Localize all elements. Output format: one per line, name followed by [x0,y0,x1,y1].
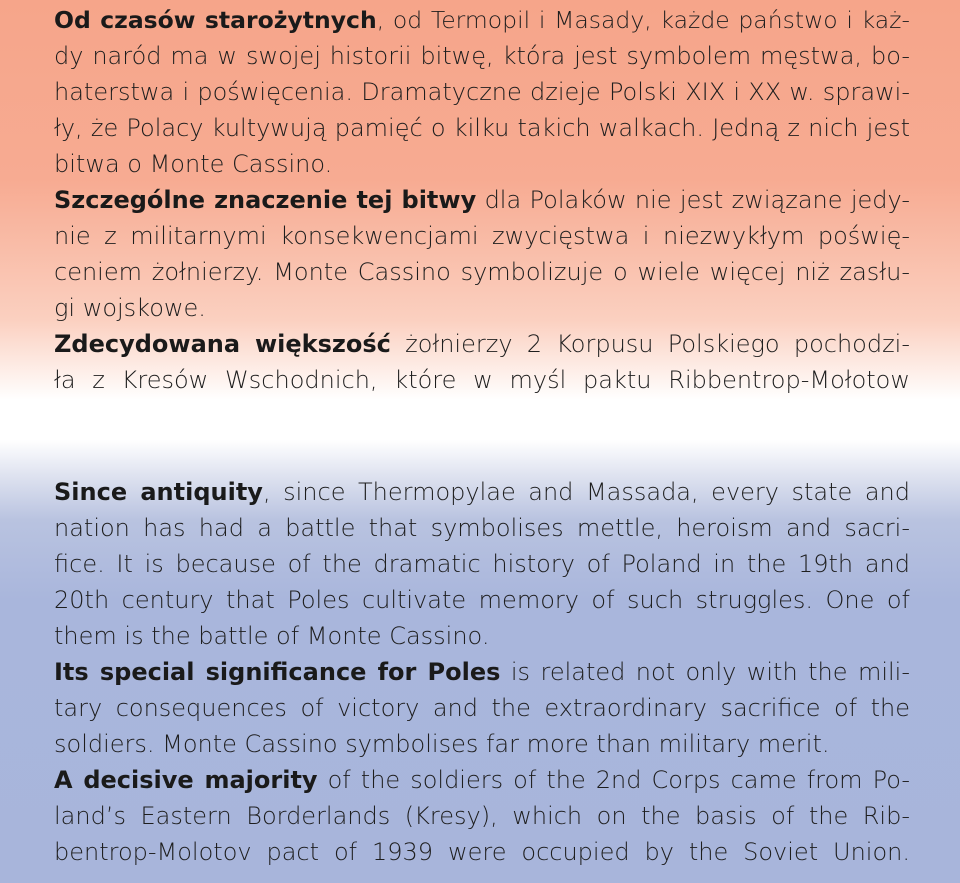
text-line: nation has had a battle that symbolises mettle, heroism and sacri- [54,514,910,542]
lead-phrase: Szczególne znaczenie tej bitwy [54,186,477,214]
text-line: dy naród ma w swojej historii bitwę, która jest symbolem męstwa, bo- [54,42,910,70]
lead-phrase: Zdecydowana większość [54,330,391,358]
text-line: A decisive majority of the soldiers of the 2nd Corps came from Po- [54,766,910,794]
english-text-block [54,474,910,870]
text-line: nie z militarnymi konsekwencjami zwycięstwa i niezwykłym poświę- [54,222,910,250]
text-line: them is the battle of Monte Cassino. [54,622,490,650]
text-line: fice. It is because of the dramatic history of Poland in the 19th and [54,550,910,578]
text-line: tary consequences of victory and the extraordinary sacrifice of the [54,694,910,722]
text-line: land’s Eastern Borderlands (Kresy), which on the basis of the Rib- [54,802,910,830]
text-line: bitwa o Monte Cassino. [54,150,333,178]
text-line: soldiers. Monte Cassino symbolises far more than military merit. [54,730,830,758]
text-line: 20th century that Poles cultivate memory of such struggles. One of [54,586,910,614]
lead-phrase: Od czasów starożytnych [54,6,377,34]
text-line: Its special significance for Poles is related not only with the mili- [54,658,910,686]
text-line: Zdecydowana większość żołnierzy 2 Korpusu Polskiego pochodzi- [54,330,910,358]
lead-phrase: A decisive majority [54,766,318,794]
text-line: bentrop-Molotov pact of 1939 were occupied by the Soviet Union. [54,838,910,866]
text-line: Szczególne znaczenie tej bitwy dla Polaków nie jest związane jedy- [54,186,910,214]
text-line: ceniem żołnierzy. Monte Cassino symbolizuje o wiele więcej niż zasłu- [54,258,910,286]
lead-phrase: Since antiquity [54,478,263,506]
text-line: gi wojskowe. [54,294,206,322]
lead-phrase: Its special significance for Poles [54,658,501,686]
polish-text-block [54,2,910,398]
text-line: Od czasów starożytnych, od Termopil i Masady, każde państwo i każ- [54,6,910,34]
text-line: ła z Kresów Wschodnich, które w myśl paktu Ribbentrop-Mołotow [54,366,910,394]
text-line: haterstwa i poświęcenia. Dramatyczne dzieje Polski XIX i XX w. sprawi- [54,78,910,106]
text-line: Since antiquity, since Thermopylae and Massada, every state and [54,478,910,506]
text-line: ły, że Polacy kultywują pamięć o kilku takich walkach. Jedną z nich jest [54,114,910,142]
